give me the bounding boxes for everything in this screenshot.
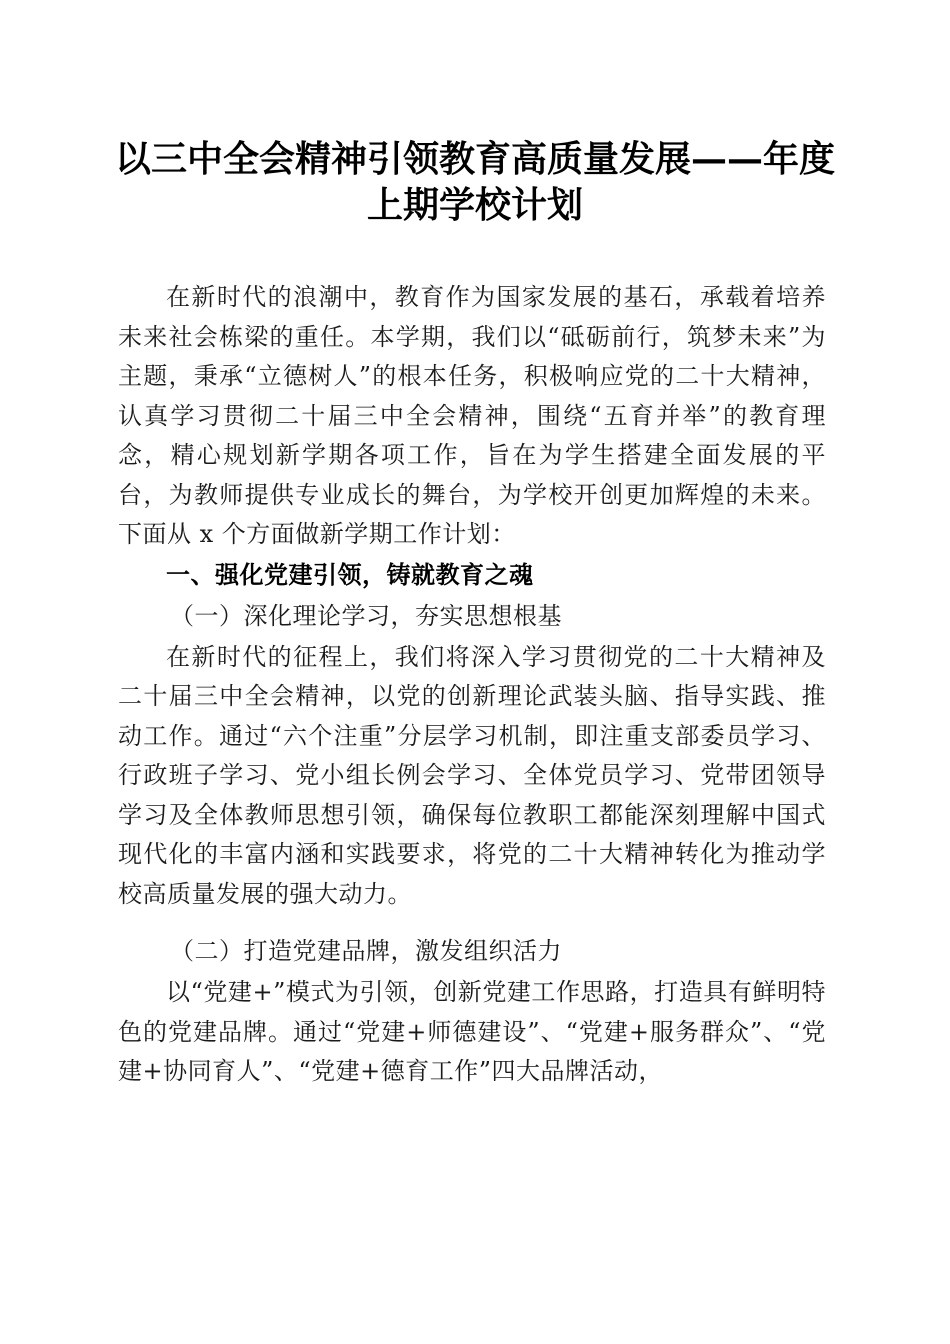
paragraph-spacer [118, 914, 826, 932]
title-line-2: 上期学校计划 [366, 184, 583, 226]
intro-paragraph: 在新时代的浪潮中，教育作为国家发展的基石，承载着培养未来社会栋梁的重任。本学期，我们以“砥砺前行，筑梦未来”为主题，秉承“立德树人”的根本任务，积极响应党的二十大精神，认真学习贯彻二十届三中全会精神，围绕“五育并举”的教育理念，精心规划新学期各项工作，旨在为学生搭建全面发展的平台，为教师提供专业成长的舞台，为学校开创更加辉煌的未来。下面从 x 个方面做新学期工作计划： [118, 283, 826, 548]
document-title [100, 136, 850, 228]
document-body [118, 278, 826, 1092]
section-heading-1: 一、强化党建引领，铸就教育之魂 [166, 559, 534, 589]
subsection-2-paragraph: 以“党建+”模式为引领，创新党建工作思路，打造具有鲜明特色的党建品牌。通过“党建+师德建设”、“党建+服务群众”、“党建+协同育人”、“党建+德育工作”四大品牌活动， [118, 978, 826, 1085]
subsection-heading-1: （一）深化理论学习，夯实思想根基 [170, 601, 562, 630]
subsection-heading-2: （二）打造党建品牌，激发组织活力 [170, 937, 562, 965]
subsection-1-paragraph: 在新时代的征程上，我们将深入学习贯彻党的二十大精神及二十届三中全会精神，以党的创新理论武装头脑、指导实践、推动工作。通过“六个注重”分层学习机制，即注重支部委员学习、行政班子学习、党小组长例会学习、全体党员学习、党带团领导学习及全体教师思想引领，确保每位教职工都能深刻理解中国式现代化的丰富内涵和实践要求，将党的二十大精神转化为推动学校高质量发展的强大动力。 [118, 642, 826, 908]
title-line-1: 以三中全会精神引领教育高质量发展——年度 [114, 138, 835, 180]
